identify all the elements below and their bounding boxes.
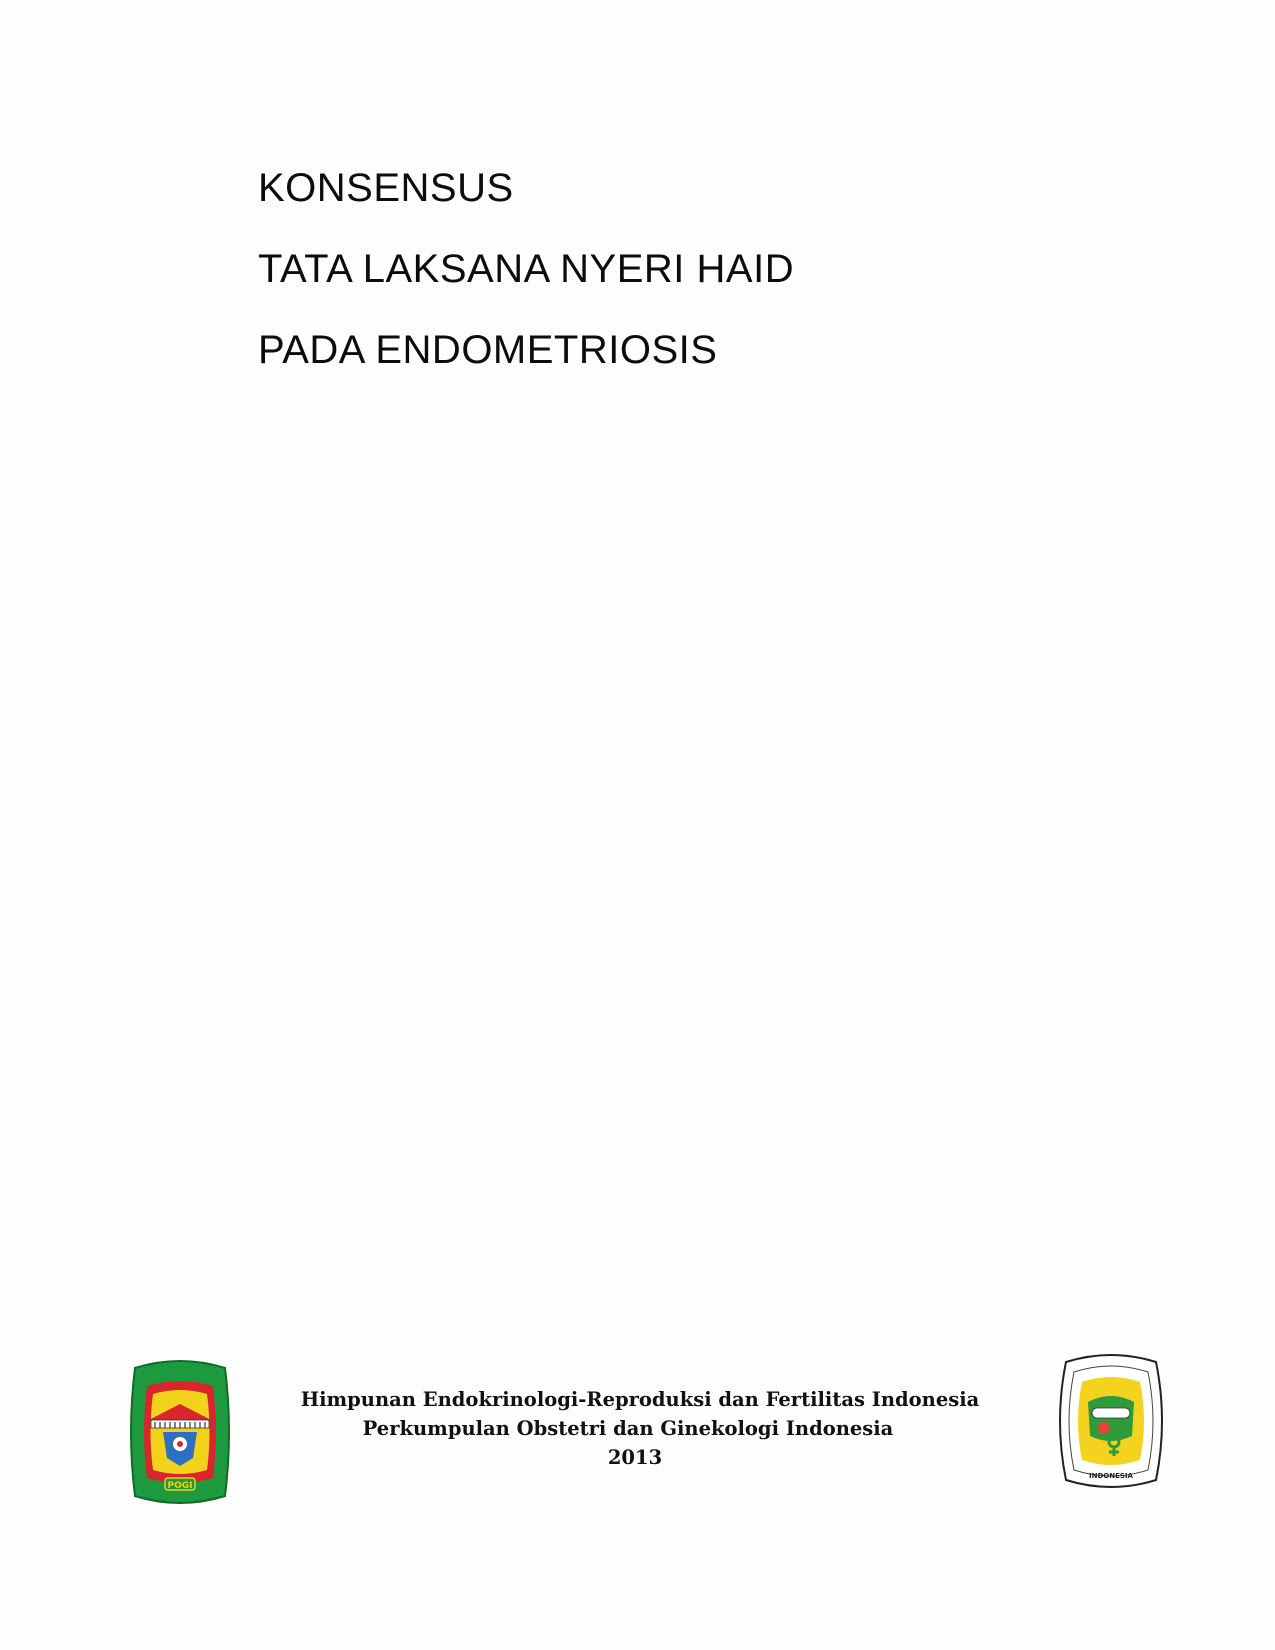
- hifer-logo-icon: [1052, 1350, 1170, 1492]
- pogi-logo-text: POGI: [167, 1481, 193, 1491]
- pogi-logo-icon: [125, 1358, 235, 1506]
- publisher-org-2: Perkumpulan Obstetri dan Ginekologi Indonesia: [362, 1417, 894, 1440]
- title-line-2: TATA LAKSANA NYERI HAID: [258, 247, 795, 291]
- hifer-logo-text: INDONESIA: [1089, 1472, 1133, 1480]
- title-line-3: PADA ENDOMETRIOSIS: [258, 328, 718, 372]
- publisher-org-1: Himpunan Endokrinologi-Reproduksi dan Fertilitas Indonesia: [300, 1388, 980, 1411]
- document-title: [258, 168, 794, 411]
- publication-year: 2013: [607, 1446, 663, 1469]
- title-line-1: KONSENSUS: [258, 166, 514, 210]
- publisher-block: [250, 1385, 1020, 1472]
